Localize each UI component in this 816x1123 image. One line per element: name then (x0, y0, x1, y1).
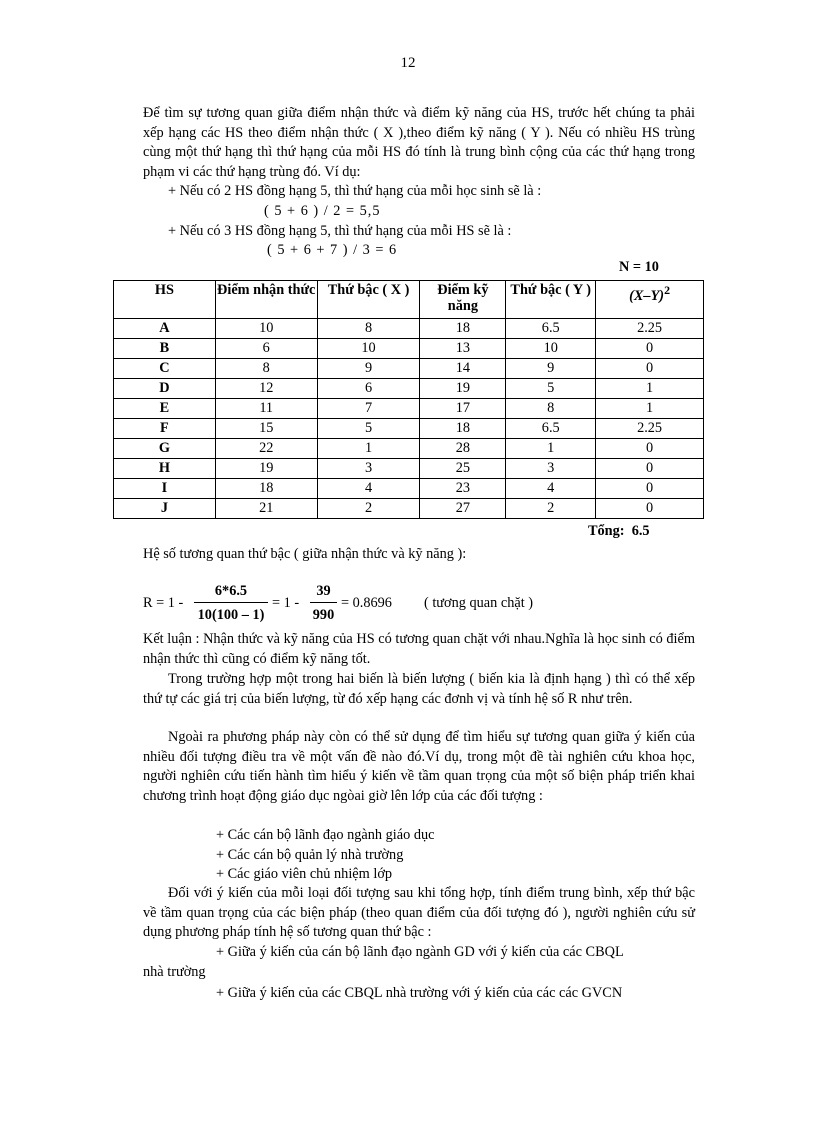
table-row (114, 499, 704, 519)
example-2-text: + Nếu có 3 HS đồng hạng 5, thì thứ hạng của mỗi HS sẽ là : (168, 223, 512, 239)
header-cognition-score: Điểm nhận thức (215, 281, 317, 319)
header-rank-x: Thứ bậc ( X ) (317, 281, 420, 319)
table-row (114, 439, 704, 459)
fraction-2-numerator: 39 (316, 583, 331, 599)
table-cell: 1 (596, 379, 704, 399)
table-cell: 23 (420, 479, 506, 499)
table-cell: 10 (215, 319, 317, 339)
row-label-cell: A (114, 319, 216, 339)
rank-table (113, 280, 704, 519)
table-cell: 0 (596, 499, 704, 519)
table-cell: 10 (317, 339, 420, 359)
table-row (114, 339, 704, 359)
row-label-cell: F (114, 419, 216, 439)
table-cell: 6.5 (506, 419, 596, 439)
table-cell: 8 (215, 359, 317, 379)
row-label-cell: H (114, 459, 216, 479)
sample-size-label: N = 10 (619, 259, 659, 275)
formula-result: = 0.8696 (341, 595, 392, 611)
table-cell: 5 (506, 379, 596, 399)
header-rank-y: Thứ bậc ( Y ) (506, 281, 596, 319)
table-cell: 2 (506, 499, 596, 519)
table-cell: 0 (596, 339, 704, 359)
table-cell: 3 (317, 459, 420, 479)
bullet-1-3: + Các giáo viên chủ nhiệm lớp (216, 866, 393, 882)
table-cell: 2.25 (596, 419, 704, 439)
fraction-2-denominator: 990 (312, 607, 335, 623)
row-label-cell: E (114, 399, 216, 419)
table-cell: 2.25 (596, 319, 704, 339)
table-row (114, 419, 704, 439)
header-diff-text: (X–Y) (629, 287, 665, 304)
table-cell: 2 (317, 499, 420, 519)
coefficient-title: Hệ số tương quan thứ bậc ( giữa nhận thức và kỹ năng ): (143, 546, 467, 562)
row-label-cell: C (114, 359, 216, 379)
table-row (114, 459, 704, 479)
total-label: Tổng: (588, 523, 625, 539)
table-cell: 10 (506, 339, 596, 359)
table-cell: 3 (506, 459, 596, 479)
table-cell: 0 (596, 439, 704, 459)
table-body (114, 319, 704, 519)
table-cell: 1 (506, 439, 596, 459)
table-cell: 17 (420, 399, 506, 419)
bullet-2-2: + Giữa ý kiến của các CBQL nhà trường với ý kiến của các các GVCN (216, 985, 623, 1001)
paragraph-3: Ngoài ra phương pháp này còn có thể sử dụng để tìm hiểu sự tương quan giữa ý kiến của nhiều đối tượng điều tra về một vấn đề nào đó.Ví dụ, trong một đề tài nghiên cứu khoa học, người nghiên cứu tiến hành tìm hiểu ý kiến về tầm quan trọng của một số biện pháp triển khai chương trình hoạt động giáo dục ngòai giờ lên lớp của các đối tượng : (143, 729, 695, 804)
table-cell: 9 (317, 359, 420, 379)
header-hs: HS (114, 281, 216, 319)
total-value: 6.5 (631, 523, 650, 539)
header-skill-score: Điểm kỹ năng (420, 281, 506, 319)
table-cell: 19 (420, 379, 506, 399)
table-cell: 1 (317, 439, 420, 459)
table-cell: 4 (317, 479, 420, 499)
formula-fraction-2 (310, 583, 337, 624)
table-cell: 28 (420, 439, 506, 459)
table-header-row (114, 281, 704, 319)
row-label-cell: I (114, 479, 216, 499)
row-label-cell: J (114, 499, 216, 519)
formula-note: ( tương quan chặt ) (424, 595, 533, 611)
table-cell: 14 (420, 359, 506, 379)
table-cell: 25 (420, 459, 506, 479)
table-cell: 4 (506, 479, 596, 499)
intro-paragraph: Để tìm sự tương quan giữa điểm nhận thức và điểm kỹ năng của HS, trước hết chúng ta phải xếp hạng các HS theo điểm nhận thức ( X ),theo điểm kỹ năng ( Y ). Nếu có nhiều HS trùng cùng một thứ hạng thì thứ hạng của mỗi HS đó tính là trung bình cộng của các thứ hạng trong phạm vi các thứ hạng trùng đó. Ví dụ: (143, 105, 695, 180)
table-row (114, 479, 704, 499)
bullet-2-1a: + Giữa ý kiến của cán bộ lãnh đạo ngành GD với ý kiến của các CBQL (216, 944, 624, 960)
bullet-1-1: + Các cán bộ lãnh đạo ngành giáo dục (216, 827, 435, 843)
fraction-1-denominator: 10(100 – 1) (197, 607, 265, 623)
table-row (114, 379, 704, 399)
table-cell: 19 (215, 459, 317, 479)
header-diff-exponent: 2 (664, 283, 671, 297)
table-cell: 1 (596, 399, 704, 419)
table-cell: 11 (215, 399, 317, 419)
table-row (114, 319, 704, 339)
table-cell: 0 (596, 359, 704, 379)
row-label-cell: B (114, 339, 216, 359)
table-cell: 8 (506, 399, 596, 419)
table-cell: 12 (215, 379, 317, 399)
table-cell: 13 (420, 339, 506, 359)
total-row (588, 523, 650, 540)
table-cell: 18 (420, 319, 506, 339)
formula-r-prefix: R = 1 - (143, 595, 184, 611)
table-cell: 18 (420, 419, 506, 439)
table-cell: 21 (215, 499, 317, 519)
table-cell: 8 (317, 319, 420, 339)
table-cell: 6 (215, 339, 317, 359)
example-2-formula: ( 5 + 6 + 7 ) / 3 = 6 (267, 242, 398, 258)
example-1-formula: ( 5 + 6 ) / 2 = 5,5 (264, 203, 381, 219)
table-cell: 7 (317, 399, 420, 419)
table-cell: 18 (215, 479, 317, 499)
paragraph-2: Trong trường hợp một trong hai biến là biến lượng ( biến kia là định hạng ) thì có thể xếp thứ tự các giá trị của biến lượng, từ đó xếp hạng các đơnh vị và tính hệ số R như trên. (143, 671, 695, 707)
table-cell: 6 (317, 379, 420, 399)
row-label-cell: G (114, 439, 216, 459)
paragraph-4: Đối với ý kiến của mỗi loại đối tượng sau khi tổng hợp, tính điểm trung bình, xếp thứ bậc về tầm quan trọng của các biện pháp (theo quan điểm của đối tượng đó ), người nghiên cứu sử dụng phương pháp tính hệ số tương quan thứ bậc : (143, 885, 695, 940)
table-cell: 5 (317, 419, 420, 439)
fraction-1-numerator: 6*6.5 (214, 583, 248, 599)
example-1-text: + Nếu có 2 HS đồng hạng 5, thì thứ hạng của mỗi học sinh sẽ là : (168, 183, 542, 199)
table-row (114, 399, 704, 419)
row-label-cell: D (114, 379, 216, 399)
table-cell: 0 (596, 479, 704, 499)
table-cell: 0 (596, 459, 704, 479)
page-number: 12 (400, 55, 416, 71)
conclusion-paragraph: Kết luận : Nhận thức và kỹ năng của HS có tương quan chặt với nhau.Nghĩa là học sinh có điểm nhận thức thì cũng có điểm kỹ năng tốt. (143, 631, 695, 667)
table-cell: 6.5 (506, 319, 596, 339)
table-cell: 9 (506, 359, 596, 379)
table-cell: 22 (215, 439, 317, 459)
bullet-2-1b: nhà trường (143, 964, 206, 980)
header-diff-squared (596, 281, 704, 319)
formula-fraction-1 (194, 583, 268, 624)
bullet-1-2: + Các cán bộ quản lý nhà trường (216, 847, 404, 863)
table-cell: 15 (215, 419, 317, 439)
formula-middle: = 1 - (272, 595, 300, 611)
table-cell: 27 (420, 499, 506, 519)
table-row (114, 359, 704, 379)
